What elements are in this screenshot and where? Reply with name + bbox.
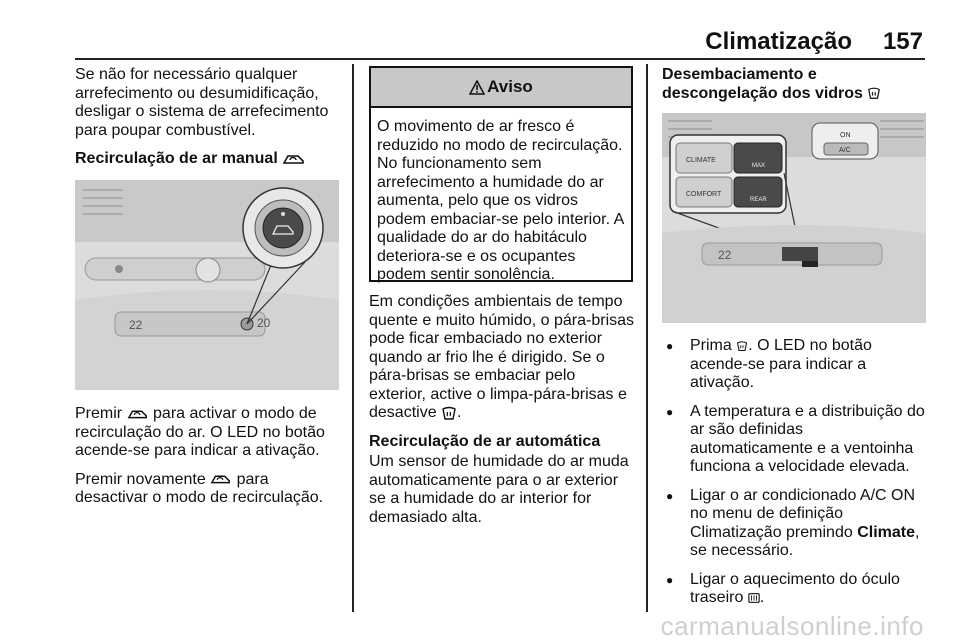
warning-triangle-icon [469, 80, 485, 95]
svg-text:REAR: REAR [750, 197, 767, 203]
intro-paragraph: Se não for necessário qualquer arrefecimento ou desumidificação, desligar o sistema de arrefecimento para poupar combustível. [75, 66, 329, 139]
section-heading-automatic-recirculation: Recirculação de ar automática [369, 432, 601, 450]
recirculation-icon [127, 408, 149, 420]
svg-text:22: 22 [718, 248, 732, 262]
windscreen-defrost-icon [736, 340, 748, 352]
section-heading-manual-recirculation: Recirculação de ar manual [75, 150, 341, 169]
column-divider-1 [352, 64, 354, 612]
list-item: ● Ligar o aquecimento do óculo traseiro . [662, 571, 930, 608]
column-1-lower [75, 405, 341, 518]
photo-recirculation-button [75, 180, 339, 390]
paragraph-windscreen-fogging: Em condições ambientais de tempo quente e muito húmido, o pára-brisas pode ficar embaciado no exterior quando ar frio lhe é dirigido. Se o pára-brisas se embaciar pelo exterior, active o limpa-pára-brisas e desactive . [369, 293, 635, 421]
svg-text:CLIMATE: CLIMATE [686, 157, 716, 164]
svg-text:ON: ON [840, 132, 851, 139]
svg-text:22: 22 [129, 318, 143, 332]
column-3-list [662, 337, 930, 618]
climate-label: Climate [857, 523, 915, 541]
page-title: Climatização [705, 28, 852, 55]
defrost-steps-list [662, 337, 930, 608]
photo-defrost-buttons [662, 113, 926, 323]
column-divider-2 [646, 64, 648, 612]
paragraph-deactivate-recirculation: Premir novamente para desactivar o modo de recirculação. [75, 470, 324, 506]
page-number: 157 [882, 28, 923, 55]
list-item: ● A temperatura e a distribuição do ar são definidas automaticamente e a ventoinha funciona a velocidade elevada. [662, 403, 930, 477]
svg-text:COMFORT: COMFORT [686, 191, 722, 198]
column-1 [75, 66, 341, 171]
svg-text:20: 20 [257, 316, 271, 330]
column-2 [369, 293, 635, 537]
list-item: ● Ligar o ar condicionado A/C ON no menu de definição Climatização premindo Climate, se necessário. [662, 487, 930, 561]
header-divider [75, 58, 925, 60]
warning-box [369, 66, 633, 282]
recirculation-icon [282, 153, 306, 165]
windscreen-defrost-icon [441, 406, 457, 420]
recirculation-icon [210, 473, 232, 485]
paragraph-activate-recirculation: Premir para activar o modo de recirculação do ar. O LED no botão acende-se para indicar a ativação. [75, 405, 325, 459]
watermark-site: carmanualsonline.info [660, 611, 924, 641]
svg-text:MAX: MAX [752, 163, 766, 169]
section-heading-defrost: Desembaciamento e descongelação dos vidros [662, 66, 928, 103]
svg-text:A/C: A/C [839, 147, 851, 154]
column-3 [662, 66, 928, 105]
list-item: ● Prima . O LED no botão acende-se para indicar a ativação. [662, 337, 930, 393]
rear-window-heat-icon [748, 592, 760, 604]
warning-text: O movimento de ar fresco é reduzido no modo de recirculação. No funcionamento sem arrefecimento a humidade do ar aumenta, pelo que os vidros podem embaciar-se pelo interior. A qualidade do ar do habitáculo deteriora-se e os ocupantes podem sentir sonolência. [377, 118, 624, 283]
windscreen-defrost-icon [867, 86, 881, 100]
paragraph-humidity-sensor: Um sensor de humidade do ar muda automaticamente para o ar exterior se a humidade do ar interior for demasiado alta. [369, 453, 629, 526]
warning-header: Aviso [371, 68, 631, 108]
